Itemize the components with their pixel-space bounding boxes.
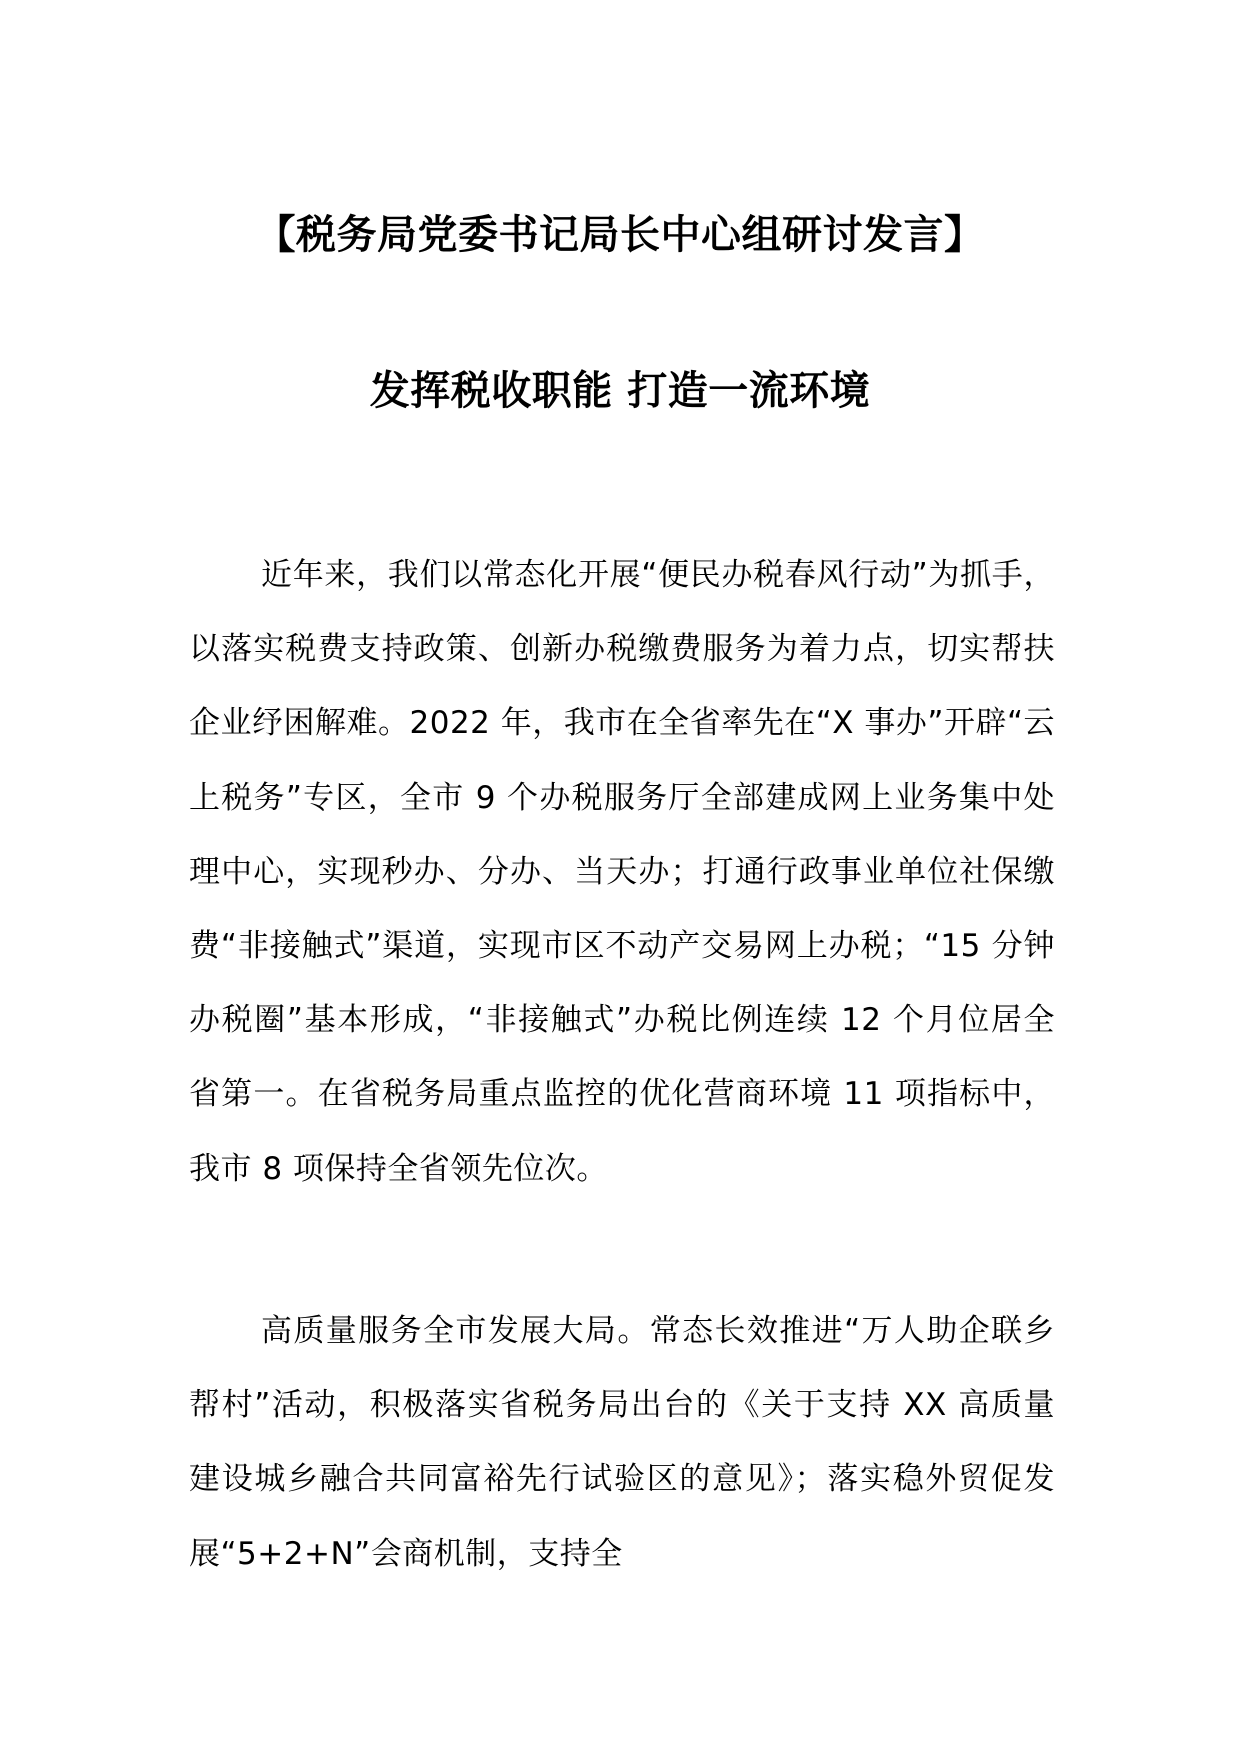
document-title: 【税务局党委书记局长中心组研讨发言】 [255,212,985,258]
body-paragraph: 高质量服务全市发展大局。常态长效推进“万人助企联乡帮村”活动，积极落实省税务局出台的《关于支持 XX 高质量建设城乡融合共同富裕先行试验区的意见》；落实稳外贸促发展“5+2+N”会商机制，支持全 [189,1313,1055,1572]
body-paragraph: 近年来，我们以常态化开展“便民办税春风行动”为抓手，以落实税费支持政策、创新办税缴费服务为着力点，切实帮扶企业纾困解难。2022 年，我市在全省率先在“X 事办”开辟“云上税务”专区，全市 9 个办税服务厅全部建成网上业务集中处理中心，实现秒办、分办、当天办；打通行政事业单位社保缴费“非接触式”渠道，实现市区不动产交易网上办税；“15 分钟办税圈”基本形成，“非接触式”办税比例连续 12 个月位居全省第一。在省税务局重点监控的优化营商环境 11 项指标中，我市 8 项保持全省领先位次。 [189,557,1056,1187]
document-subtitle: 发挥税收职能 打造一流环境 [369,368,871,414]
